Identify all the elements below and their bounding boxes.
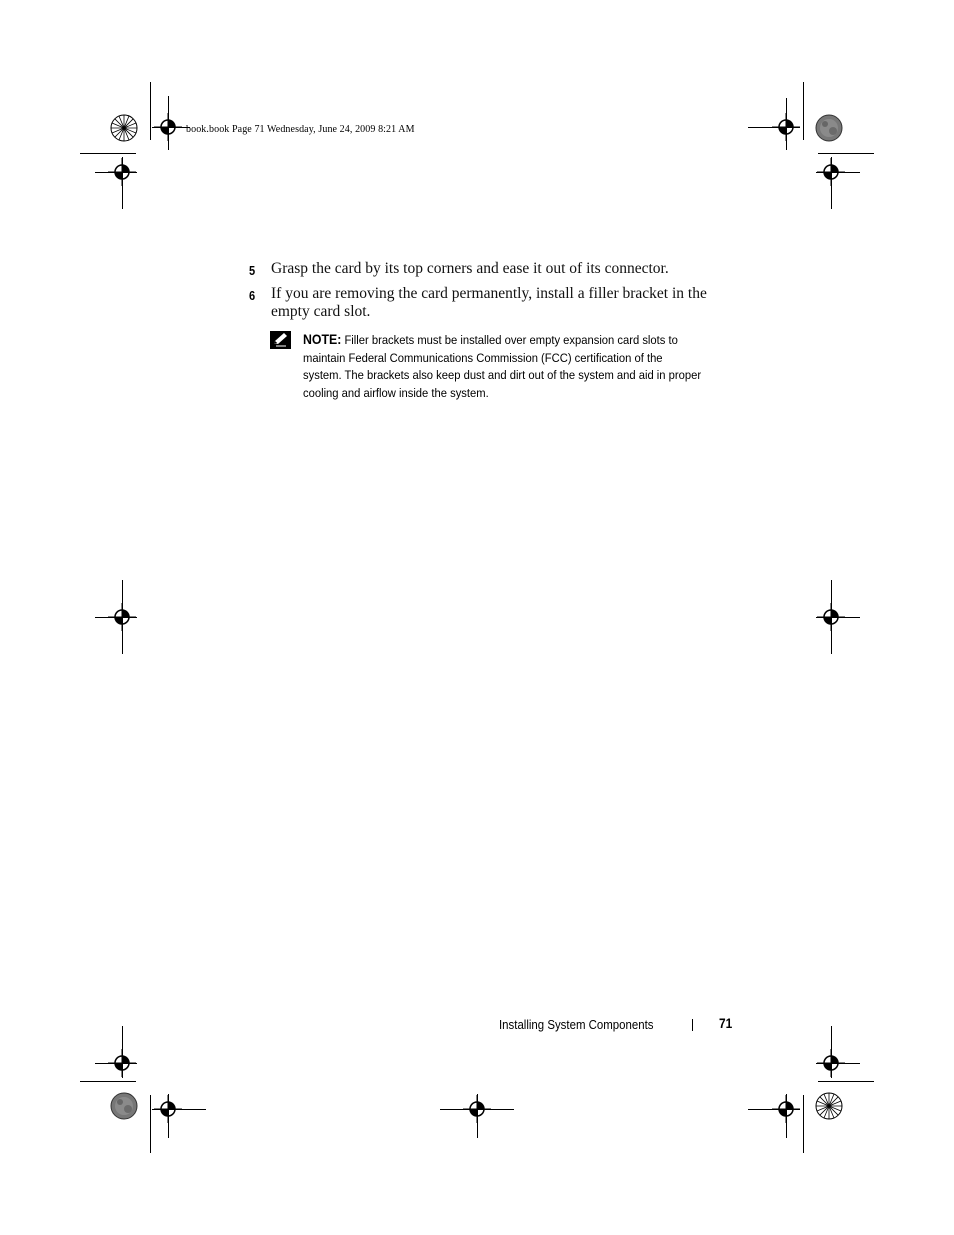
crop-mark	[803, 1095, 804, 1153]
step-text: If you are removing the card permanently, install a filler bracket in the empty card slot.	[271, 285, 707, 320]
registration-mark-icon	[108, 1049, 136, 1077]
registration-mark-icon	[772, 113, 800, 141]
registration-mark-icon	[154, 113, 182, 141]
page-number: 71	[719, 1016, 733, 1031]
step-number: 6	[249, 288, 256, 303]
crop-mark	[818, 153, 874, 154]
registration-mark-icon	[817, 158, 845, 186]
note-text: Filler brackets must be installed over empty expansion card slots to maintain Federal Communications Commission (FCC) certification of the system. The brackets also keep dust and dirt out of the system and aid in proper cooling and airflow inside the system.	[303, 333, 702, 400]
registration-mark-icon	[463, 1095, 491, 1123]
note-block	[303, 331, 704, 402]
gray-target-icon	[815, 114, 843, 142]
crop-mark	[80, 153, 136, 154]
step-text: Grasp the card by its top corners and ease it out of its connector.	[271, 260, 669, 277]
registration-mark-icon	[817, 603, 845, 631]
registration-mark-icon	[108, 603, 136, 631]
gray-target-icon	[110, 1092, 138, 1120]
note-label: NOTE:	[303, 332, 342, 347]
starburst-target-icon	[110, 114, 138, 142]
crop-mark	[150, 1095, 151, 1153]
footer-section-title: Installing System Components	[499, 1017, 654, 1032]
registration-mark-icon	[772, 1095, 800, 1123]
crop-mark	[80, 1081, 136, 1082]
crop-mark	[803, 82, 804, 140]
registration-mark-icon	[154, 1095, 182, 1123]
crop-mark	[818, 1081, 874, 1082]
registration-mark-icon	[817, 1049, 845, 1077]
registration-mark-icon	[108, 158, 136, 186]
step-number: 5	[249, 263, 256, 278]
starburst-target-icon	[815, 1092, 843, 1120]
pencil-note-icon	[270, 331, 291, 349]
footer-divider	[692, 1019, 693, 1031]
crop-mark	[150, 82, 151, 140]
print-slug: book.book Page 71 Wednesday, June 24, 2009 8:21 AM	[186, 124, 415, 135]
